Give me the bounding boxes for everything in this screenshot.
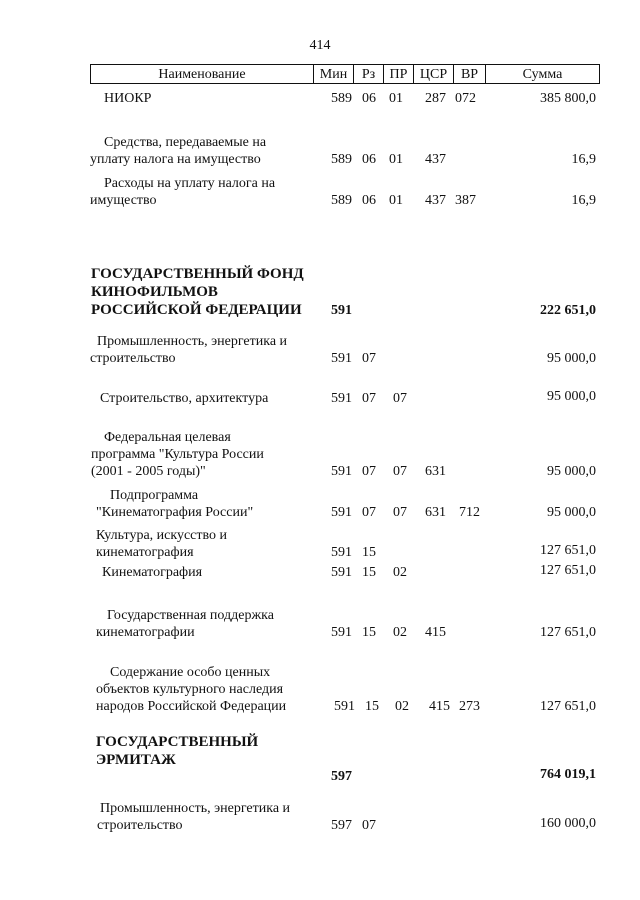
cell-pr: 07 (393, 391, 407, 406)
row-name (96, 487, 254, 521)
cell-min: 591 (331, 625, 352, 640)
cell-csr: 437 (425, 152, 446, 167)
cell-min: 591 (331, 505, 352, 520)
header-name: Наименование (158, 67, 246, 82)
row-name (100, 390, 268, 407)
cell-min: 591 (334, 699, 355, 714)
cell-sum: 127 651,0 (540, 699, 596, 714)
row-name (104, 90, 151, 107)
cell-min: 591 (331, 464, 352, 479)
cell-csr: 415 (429, 699, 450, 714)
cell-rz: 15 (362, 565, 376, 580)
row-name-line: имущество (90, 193, 157, 208)
row-name (96, 664, 287, 715)
cell-rz: 15 (362, 625, 376, 640)
row-name-line: Промышленность, энергетика и (100, 801, 291, 816)
row-name-line: Федеральная целевая (104, 430, 231, 445)
cell-rz: 06 (362, 91, 376, 106)
cell-pr: 07 (393, 505, 407, 520)
row-name-line: "Кинематография России" (96, 505, 254, 520)
cell-pr: 01 (389, 91, 403, 106)
row-name-line: Расходы на уплату налога на (104, 176, 276, 191)
cell-min: 591 (331, 391, 352, 406)
cell-rz: 15 (365, 699, 379, 714)
cell-sum: 95 000,0 (547, 389, 596, 404)
cell-min: 589 (331, 91, 352, 106)
row-name (96, 733, 258, 769)
row-name-line: уплату налога на имущество (90, 152, 261, 167)
row-name (90, 175, 276, 209)
cell-rz: 07 (362, 464, 376, 479)
cell-min: 591 (331, 303, 352, 318)
row-name-line: Строительство, архитектура (100, 391, 269, 406)
header-vr: ВР (453, 65, 485, 83)
cell-vr: 273 (459, 699, 480, 714)
cell-sum: 127 651,0 (540, 543, 596, 558)
row-name (96, 607, 274, 641)
cell-sum: 127 651,0 (540, 563, 596, 578)
cell-pr: 07 (393, 464, 407, 479)
cell-min: 591 (331, 351, 352, 366)
table-header (90, 64, 600, 84)
header-csr: ЦСР (413, 65, 453, 83)
cell-vr: 072 (455, 91, 476, 106)
cell-sum: 95 000,0 (547, 505, 596, 520)
cell-pr: 01 (389, 193, 403, 208)
row-name-line: (2001 - 2005 годы)" (91, 464, 206, 479)
row-name-line: объектов культурного наследия (96, 682, 284, 697)
row-name-line: программа "Культура России (91, 447, 264, 462)
row-name-line: народов Российской Федерации (96, 699, 287, 714)
cell-min: 597 (331, 769, 352, 784)
cell-sum: 95 000,0 (547, 464, 596, 479)
cell-min: 589 (331, 193, 352, 208)
cell-vr: 387 (455, 193, 476, 208)
row-name-line: КИНОФИЛЬМОВ (91, 284, 218, 300)
cell-rz: 07 (362, 505, 376, 520)
cell-sum: 160 000,0 (540, 816, 596, 831)
cell-vr: 712 (459, 505, 480, 520)
row-name-line: Кинематография (102, 565, 203, 580)
cell-pr: 02 (395, 699, 409, 714)
cell-csr: 415 (425, 625, 446, 640)
cell-sum: 385 800,0 (540, 91, 596, 106)
cell-sum: 127 651,0 (540, 625, 596, 640)
header-sum: Сумма (485, 65, 599, 83)
cell-sum: 16,9 (571, 152, 596, 167)
row-name-line: кинематографии (96, 625, 195, 640)
row-name-line: кинематография (96, 545, 194, 560)
row-name-line: Промышленность, энергетика и (97, 334, 288, 349)
cell-min: 591 (331, 545, 352, 560)
cell-sum: 95 000,0 (547, 351, 596, 366)
cell-pr: 02 (393, 625, 407, 640)
cell-sum: 222 651,0 (540, 303, 596, 318)
row-name-line: НИОКР (104, 91, 152, 106)
row-name-line: строительство (90, 351, 176, 366)
cell-rz: 07 (362, 391, 376, 406)
row-name (96, 527, 227, 561)
cell-sum: 16,9 (571, 193, 596, 208)
cell-pr: 02 (393, 565, 407, 580)
cell-pr: 01 (389, 152, 403, 167)
header-pr: ПР (383, 65, 413, 83)
cell-sum: 764 019,1 (540, 767, 596, 782)
cell-csr: 631 (425, 464, 446, 479)
cell-csr: 437 (425, 193, 446, 208)
row-name (91, 265, 304, 319)
row-name-line: Содержание особо ценных (110, 665, 271, 680)
header-min: Мин (313, 65, 353, 83)
cell-rz: 07 (362, 818, 376, 833)
row-name (90, 333, 288, 367)
cell-csr: 287 (425, 91, 446, 106)
page-number: 414 (309, 38, 331, 53)
cell-rz: 06 (362, 152, 376, 167)
cell-min: 589 (331, 152, 352, 167)
cell-rz: 06 (362, 193, 376, 208)
cell-rz: 15 (362, 545, 376, 560)
header-rz: Рз (353, 65, 383, 83)
row-name (97, 800, 291, 834)
cell-min: 591 (331, 565, 352, 580)
row-name-line: строительство (97, 818, 183, 833)
row-name-line: ГОСУДАРСТВЕННЫЙ (96, 734, 259, 750)
cell-csr: 631 (425, 505, 446, 520)
row-name (102, 564, 202, 581)
row-name-line: Государственная поддержка (107, 608, 274, 623)
cell-rz: 07 (362, 351, 376, 366)
row-name-line: ГОСУДАРСТВЕННЫЙ ФОНД (91, 266, 304, 282)
row-name-line: Культура, искусство и (96, 528, 228, 543)
row-name-line: Подпрограмма (110, 488, 199, 503)
row-name (90, 134, 267, 168)
row-name-line: ЭРМИТАЖ (96, 752, 176, 768)
cell-min: 597 (331, 818, 352, 833)
row-name (91, 429, 264, 480)
row-name-line: Средства, передаваемые на (104, 135, 267, 150)
row-name-line: РОССИЙСКОЙ ФЕДЕРАЦИИ (91, 302, 302, 318)
